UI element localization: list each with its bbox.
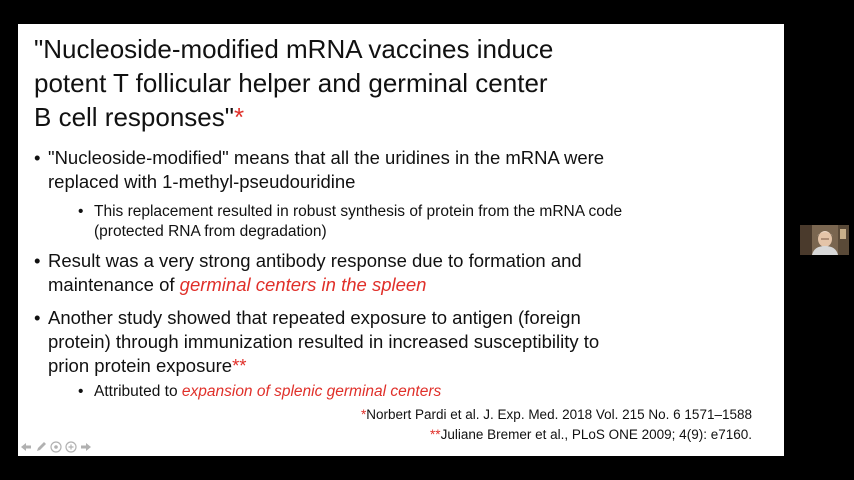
reference-2 [232,425,752,445]
sub-bullet-1 [78,202,768,242]
arrow-right-icon[interactable] [80,441,92,453]
reference-1-mark: * [360,407,367,422]
sub-bullet-dot: • [78,203,84,220]
reference-1 [232,405,752,425]
bullet-3-line-1: Another study showed that repeated exposure to antigen (foreign [48,307,581,328]
bullet-2 [34,249,764,297]
bullet-2-prefix: maintenance of [48,274,180,295]
bullet-dot: • [34,147,41,168]
bullet-3 [34,306,764,378]
presenter-webcam-thumbnail[interactable] [800,225,849,255]
reference-2-mark: ** [430,427,441,442]
bullet-dot: • [34,250,41,271]
bullet-dot: • [34,307,41,328]
title-line-2: potent T follicular helper and germinal center [34,68,548,98]
bullet-3-line-2: protein) through immunization resulted in increased susceptibility to [48,331,600,352]
reference-2-text: Juliane Bremer et al., PLoS ONE 2009; 4(9): e7160. [440,427,752,442]
bullet-3-line-3-text: prion protein exposure [48,355,233,376]
slide-title [34,32,774,134]
pen-icon[interactable] [35,441,47,453]
sub-bullet-3-emphasis: expansion of splenic germinal centers [181,383,442,400]
sub-bullet-1-line-2: (protected RNA from degradation) [94,223,327,240]
title-line-3-text: B cell responses" [34,102,234,132]
title-line-1: "Nucleoside-modified mRNA vaccines induce [34,34,554,64]
title-line-3 [34,100,774,134]
pointer-icon[interactable] [50,441,62,453]
presenter-portrait-image [800,225,849,255]
bullet-1-line-1: "Nucleoside-modified" means that all the uridines in the mRNA were [48,147,605,168]
presentation-slide [18,24,784,456]
bullet-3-line-3 [48,354,764,378]
references [232,405,752,445]
sub-bullet-3-line [94,382,768,402]
sub-bullet-3 [78,382,768,402]
arrow-left-icon[interactable] [20,441,32,453]
reference-1-text: Norbert Pardi et al. J. Exp. Med. 2018 Vol. 215 No. 6 1571–1588 [366,407,752,422]
title-footnote-mark: * [234,102,245,132]
sub-bullet-3-prefix: Attributed to [94,383,182,400]
sub-bullet-dot: • [78,383,84,400]
bullet-1-line-2: replaced with 1-methyl-pseudouridine [48,171,356,192]
bullet-3-footnote-mark: ** [232,355,247,376]
bullet-2-line-1: Result was a very strong antibody response due to formation and [48,250,582,271]
sub-bullet-1-line-1: This replacement resulted in robust synthesis of protein from the mRNA code [94,203,623,220]
zoom-icon[interactable] [65,441,77,453]
bullet-1 [34,146,764,194]
bullet-2-line-2 [48,273,764,297]
slideshow-toolbar [20,440,92,454]
bullet-2-emphasis: germinal centers in the spleen [179,274,427,295]
